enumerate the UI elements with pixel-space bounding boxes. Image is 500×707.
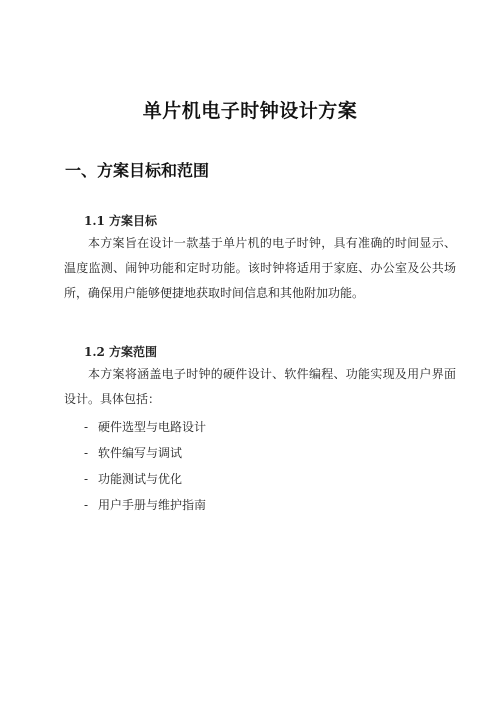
list-item-text: 用户手册与维护指南 bbox=[98, 498, 207, 512]
document-title: 单片机电子时钟设计方案 bbox=[142, 100, 358, 122]
subsection-heading-scope: 1.2 方案范围 bbox=[84, 345, 158, 359]
list-bullet: - bbox=[84, 498, 89, 512]
list-bullet: - bbox=[84, 472, 89, 486]
scope-paragraph: 本方案将涵盖电子时钟的硬件设计、软件编程、功能实现及用户界面设计。具体包括： bbox=[64, 367, 456, 406]
list-bullet: - bbox=[84, 446, 89, 460]
subsection-heading-goals: 1.1 方案目标 bbox=[84, 214, 158, 228]
section-heading-goals-scope: 一、方案目标和范围 bbox=[65, 161, 210, 180]
list-item bbox=[84, 414, 206, 440]
list-item-text: 硬件选型与电路设计 bbox=[98, 420, 207, 434]
list-item-text: 功能测试与优化 bbox=[98, 472, 183, 486]
list-item bbox=[84, 440, 206, 466]
scope-list bbox=[84, 414, 206, 518]
list-item bbox=[84, 466, 206, 492]
list-item-text: 软件编写与调试 bbox=[98, 446, 183, 460]
goals-paragraph: 本方案旨在设计一款基于单片机的电子时钟，具有准确的时间显示、温度监测、闹钟功能和定时功能。该时钟将适用于家庭、办公室及公共场所，确保用户能够便捷地获取时间信息和其他附加功能。 bbox=[64, 236, 456, 300]
list-bullet: - bbox=[84, 420, 89, 434]
list-item bbox=[84, 492, 206, 518]
